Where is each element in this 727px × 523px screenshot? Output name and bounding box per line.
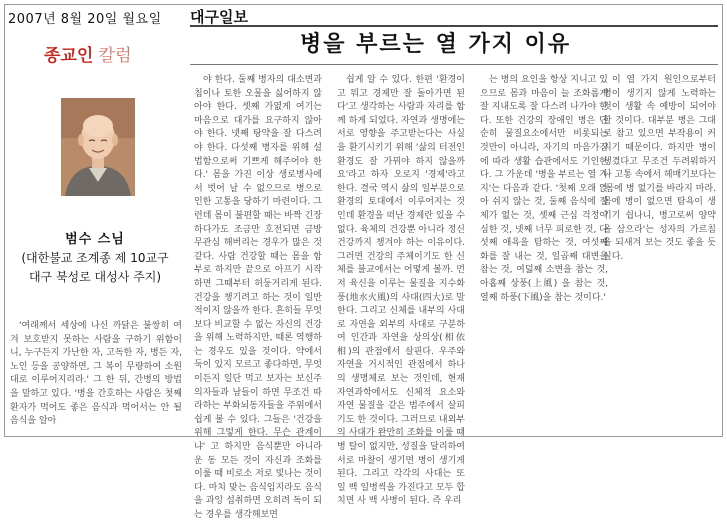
column-label <box>44 41 132 66</box>
author-name: 범수 스님 <box>65 232 125 247</box>
body-column-2 <box>194 74 322 520</box>
body-column-1 <box>10 320 182 430</box>
column-label-main: 종교인 <box>44 46 94 66</box>
body-column-3 <box>337 74 465 507</box>
body-text-3: 쉽게 알 수 있다. 한편 '환경이고 뭐고 경제만 잘 돌아가면 된다'고 생각하는 사람과 자리를 함께 하게 되었다. 자연과 생명에는 서로 영향을 주고받는다는 사실을 환기시키기 위해 '삶의 터전인 환경도 잘 가꿔야 하지 않을까요'라고 하자 오로지 '경제'라고 한다. 결국 역시 삶의 일부분으로 환경의 토대에서 이루어지는 것인데 환경을 떠난 경제란 있을 수 없다. 육체의 건강뿐 아니라 정신건강까지 챙겨야 하는 이유이다. 그러면 건강의 주체이기도 한 신체를 불교에서는 어떻게 볼까. 먼저 육신을 이루는 물질을 지수화풍(地水火風)의 사대(四大)로 말한다. 그리고 신체를 내부의 사대로 자연을 외부의 사대로 구분하여 인간과 자연을 상의상(相依相)의 관점에서 살핀다. 우주와 자연을 거시적인 관점에서 하나의 생명체로 보는 것인데, 현재 자연과학에서도 신체적 요소와 자연 물질을 같은 범주에서 살피기도 한 것이다. 그러므로 내외부의 사대가 완만히 조화를 이룰 때 병 탈이 없지만, 성질을 달리하여 서로 마찰이 생기면 병이 생기게 된다. 그리고 각각의 사대는 또 일 백 일병씩을 가진다고 모두 합치면 사 백 사병이 된다. 즉 우리 <box>337 75 465 507</box>
author-affiliation-line-1: (대한불교 조계종 제 10교구 <box>21 251 169 265</box>
body-text-2: 야 한다. 둘째 병자의 대소변과 침이나 토한 오물을 싫어하지 않아야 한다. 셋째 가엾게 여기는 마음으로 대가를 요구하지 않아야 한다. 넷째 탕약을 잘 다스려야 한다. 다섯째 병자를 위해 설법함으로써 기쁘게 해주어야 한다.' 몸을 가진 이상 생로병사에서 벗어 날 수 없으므로 병으로 인한 고통을 당하기 마련이다. 그런데 몸이 불편할 때는 바짝 긴장하다가도 조금만 호전되면 금방 무관심 해버리는 경우가 많은 것 같다. 사람 건강할 때는 몸을 함부로 하지만 끝으로 아프기 시작하면 그때부터 허둥거리게 된다. 건강을 챙기려고 하는 것이 일반적이지 않을까 한다. 흔히들 무엇보다 비교할 수 없는 자신의 건강을 위해 노력하지만, 때론 역행하는 경우도 있을 것이다. 약에서 둑이 있지 모르고 좋다하면, 무엇이든지 일단 먹고 보자는 보신주의자들과 남들이 하면 무조건 따라하는 부화뇌동자들을 주위에서 쉽게 볼 수 있다. 그들은 '건강을 위해 그렇게 한다. 무슨 관계이냐' 고 하지만 음식뿐만 아니라 운 동 모든 것이 자신과 조화를 이룰 때 비로소 저로 빛나는 것이다. 마치 맞는 음식임지라도 음식을 과잉 섭취하면 오히려 독이 되는 경우를 생각해보면 <box>194 75 322 520</box>
author-photo <box>61 98 135 196</box>
body-text-5: 이 열 가지 원인으로부터 병이 생기지 않게 노력하는 것이 생활 속 예방이 되어야 할 것이다. 대부분 병은 그대로 참고 있으면 부작용이 커지기 때문이다. 하지만 병이 생겼다고 무조건 두려워하거나 고통 속에서 헤매기보다는 '몸에 병 없기를 바라지 마라. 몸에 병이 없으면 탐욕이 생기기 쉽나니, 병고로써 양약을 삼으라'는 성자의 가르침을 되새겨 보는 것도 좋을 듯싶다. <box>603 75 716 262</box>
author-portrait-image <box>61 98 135 196</box>
title-rule <box>190 64 718 65</box>
column-label-sub: 칼럼 <box>93 46 132 66</box>
body-text-1: '여래께서 세상에 나신 까닭은 불쌍히 여겨 보호받지 못하는 사람을 구하기 위함이니, 누구든지 가난한 자, 고독한 자, 병든 자, 노인 등을 공양하면, 그 복이 무량하여 소원대로 이루어지리라.' 그 한 뒤, 간병의 방법을 말하고 있다. '병을 간호하는 사람은 첫째 환자가 먹어도 좋은 음식과 먹어서는 안 될 음식을 알아 <box>10 321 182 427</box>
body-column-4 <box>480 74 608 430</box>
author-info <box>0 230 190 287</box>
article-title: 병을 부르는 열 가지 이유 <box>300 31 572 57</box>
body-text-4: 는 병의 요인을 항상 지니고 있으므로 몸과 마음이 늘 조화롭게 잘 지내도록 잘 다스려 나가야 한다. 또한 건강의 장애인 병은 단순히 물질요소에서만 비롯되는 것만이 아니라, 자기의 마음가짐에 따라 생활 습관에서도 기인한다. 그 가운데 '병을 부르는 열 가지'는 다음과 같다. '첫째 오래 앉아 쉬지 않는 것, 둘째 음식에 절제가 없는 것, 셋째 근심 걱정이 심한 것, 넷째 너무 피로한 것, 다섯째 애욕을 탐하는 것, 여섯째 화를 잘 내는 것, 일곱째 대변을 참는 것, 여덟째 소변을 참는 것, 아홉째 상풍(上風) 을 참는 것, 열째 하풍(下風)을 참는 것이다.' <box>480 75 608 303</box>
publication-date: 2007년 8월 20일 월요일 <box>8 12 162 27</box>
author-affiliation-line-2: 대구 북성로 대성사 주지) <box>28 270 162 284</box>
newspaper-name: 대구일보 <box>190 8 248 26</box>
body-column-5 <box>603 74 716 430</box>
